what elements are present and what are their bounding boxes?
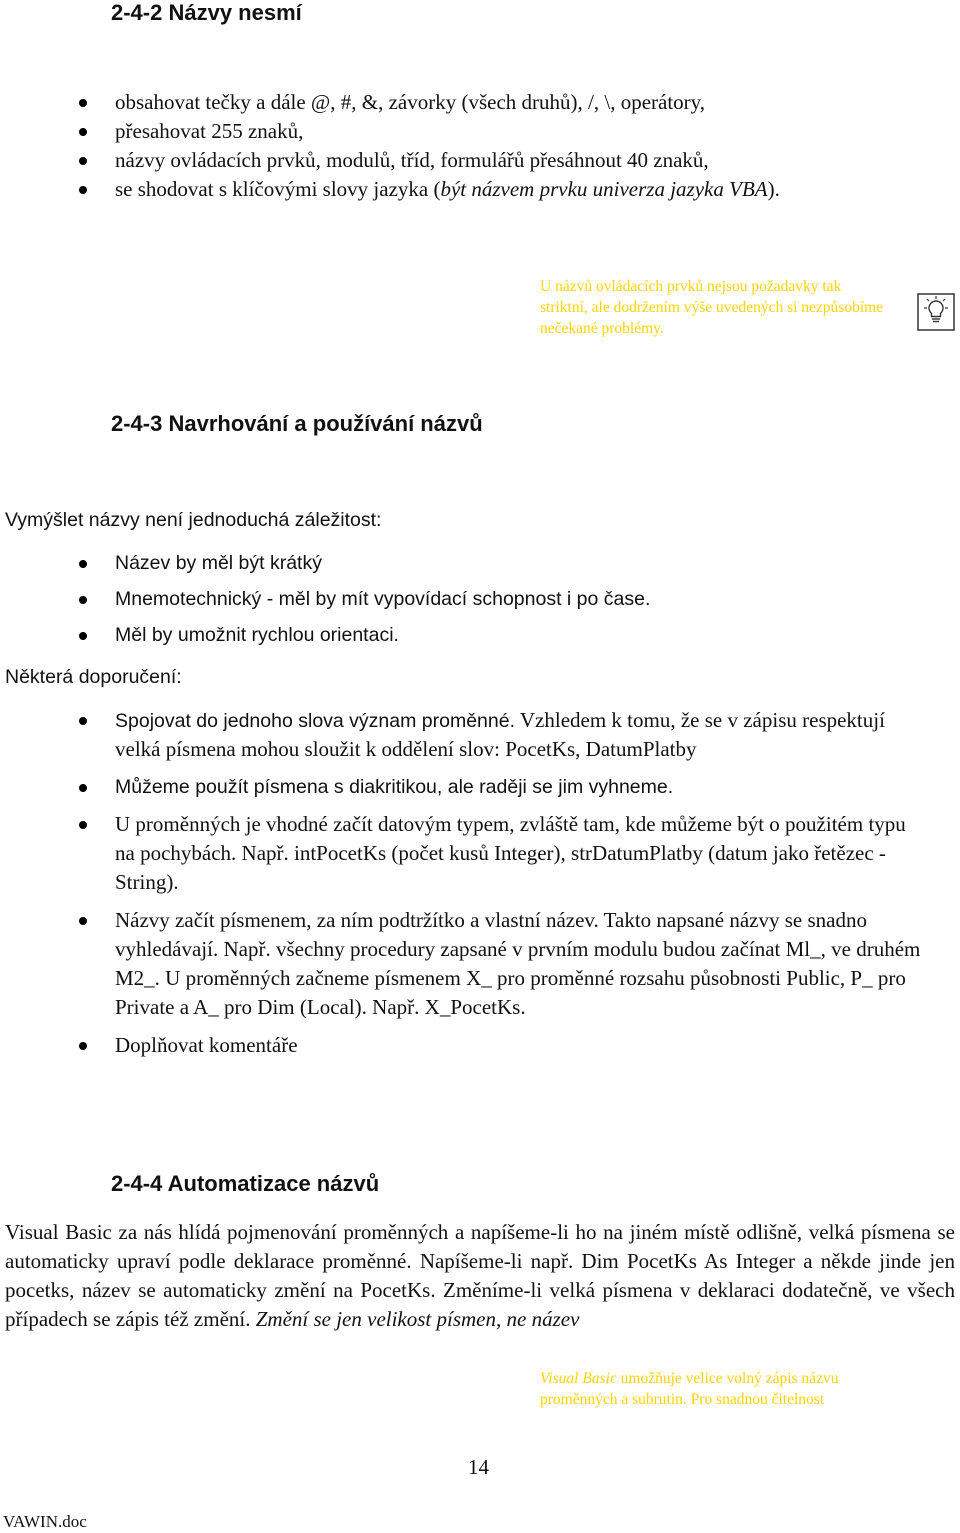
bullet-icon — [79, 560, 87, 568]
list-item: Mnemotechnický - měl by mít vypovídací schopnost i po čase. — [0, 585, 925, 621]
list-item: se shodovat s klíčovými slovy jazyka (být názvem prvku univerza jazyka VBA). — [0, 175, 925, 204]
list-item: Název by měl být krátký — [0, 549, 925, 585]
bullet-icon — [79, 917, 87, 925]
list-item: U proměnných je vhodné začít datovým typem, zvláště tam, kde můžeme být o použitém typu na pochybách. Např. intPocetKs (počet kusů Integer), strDatumPlatby (datum jako řetězec - String). — [0, 810, 925, 897]
section-heading-2-4-2: 2-4-2 Názvy nesmí — [111, 0, 302, 25]
list-item: Doplňovat komentáře — [0, 1031, 925, 1060]
section-heading-2-4-4: 2-4-4 Automatizace názvů — [111, 1171, 380, 1196]
bullet-icon — [79, 157, 87, 165]
page-number: 14 — [468, 1455, 489, 1479]
margin-note: U názvů ovládacích prvků nejsou požadavky tak striktní, ale dodržením výše uvedených si nezpůsobíme nečekané problémy. — [540, 278, 884, 337]
list-item: Spojovat do jednoho slova význam proměnné. Vzhledem k tomu, že se v zápisu respektují velká písmena mohou sloužit k oddělení slov: PocetKs, DatumPlatby — [0, 706, 925, 764]
lightbulb-icon — [917, 293, 955, 331]
automation-paragraph: Visual Basic za nás hlídá pojmenování proměnných a napíšeme-li ho na jiném místě odlišně, velká písmena se automaticky upraví podle deklarace proměnné. Napíšeme-li např. Dim PocetKs As Integer a někde jinde jen pocetks, název se automaticky změní na PocetKs. Změníme-li velká písmena v deklaraci dodatečně, ve všech případech se zápis též změní. Změní se jen velikost písmen, ne název — [5, 1220, 955, 1331]
recommendations-list — [0, 706, 925, 1060]
bullet-icon — [79, 99, 87, 107]
list-item: Názvy začít písmenem, za ním podtržítko a vlastní název. Takto napsané názvy se snadno vyhledávají. Např. všechny procedury zapsané v prvním modulu budou začínat Ml_, ve druhém M2_. U proměnných začneme písmenem X_ pro proměnné rozsahu působnosti Public, P_ pro Private a A_ pro Dim (Local). Např. X_PocetKs. — [0, 906, 925, 1022]
list-item: Můžeme použít písmena s diakritikou, ale raději se jim vyhneme. — [0, 773, 925, 801]
bullet-icon — [79, 596, 87, 604]
footer-filename: VAWIN.doc — [3, 1512, 87, 1531]
criteria-list — [0, 549, 925, 657]
bullet-icon — [79, 128, 87, 136]
bullet-icon — [79, 632, 87, 640]
intro-text: Vymýšlet názvy není jednoduchá záležitost: — [5, 509, 382, 531]
list-item: obsahovat tečky a dále @, #, &, závorky (všech druhů), /, \, operátory, — [0, 88, 925, 117]
section-heading-2-4-3: 2-4-3 Navrhování a používání názvů — [111, 411, 483, 436]
forbidden-list — [0, 88, 925, 204]
bullet-icon — [79, 1042, 87, 1050]
list-item: Měl by umožnit rychlou orientaci. — [0, 621, 925, 657]
bullet-icon — [79, 717, 87, 725]
recommendations-label: Některá doporučení: — [5, 666, 182, 688]
bullet-icon — [79, 821, 87, 829]
list-item: názvy ovládacích prvků, modulů, tříd, formulářů přesáhnout 40 znaků, — [0, 146, 925, 175]
bullet-icon — [79, 784, 87, 792]
bullet-icon — [79, 186, 87, 194]
list-item: přesahovat 255 znaků, — [0, 117, 925, 146]
margin-note: Visual Basic umožňuje velice volný zápis názvu proměnných a subrutin. Pro snadnou čitelnost — [540, 1370, 839, 1408]
